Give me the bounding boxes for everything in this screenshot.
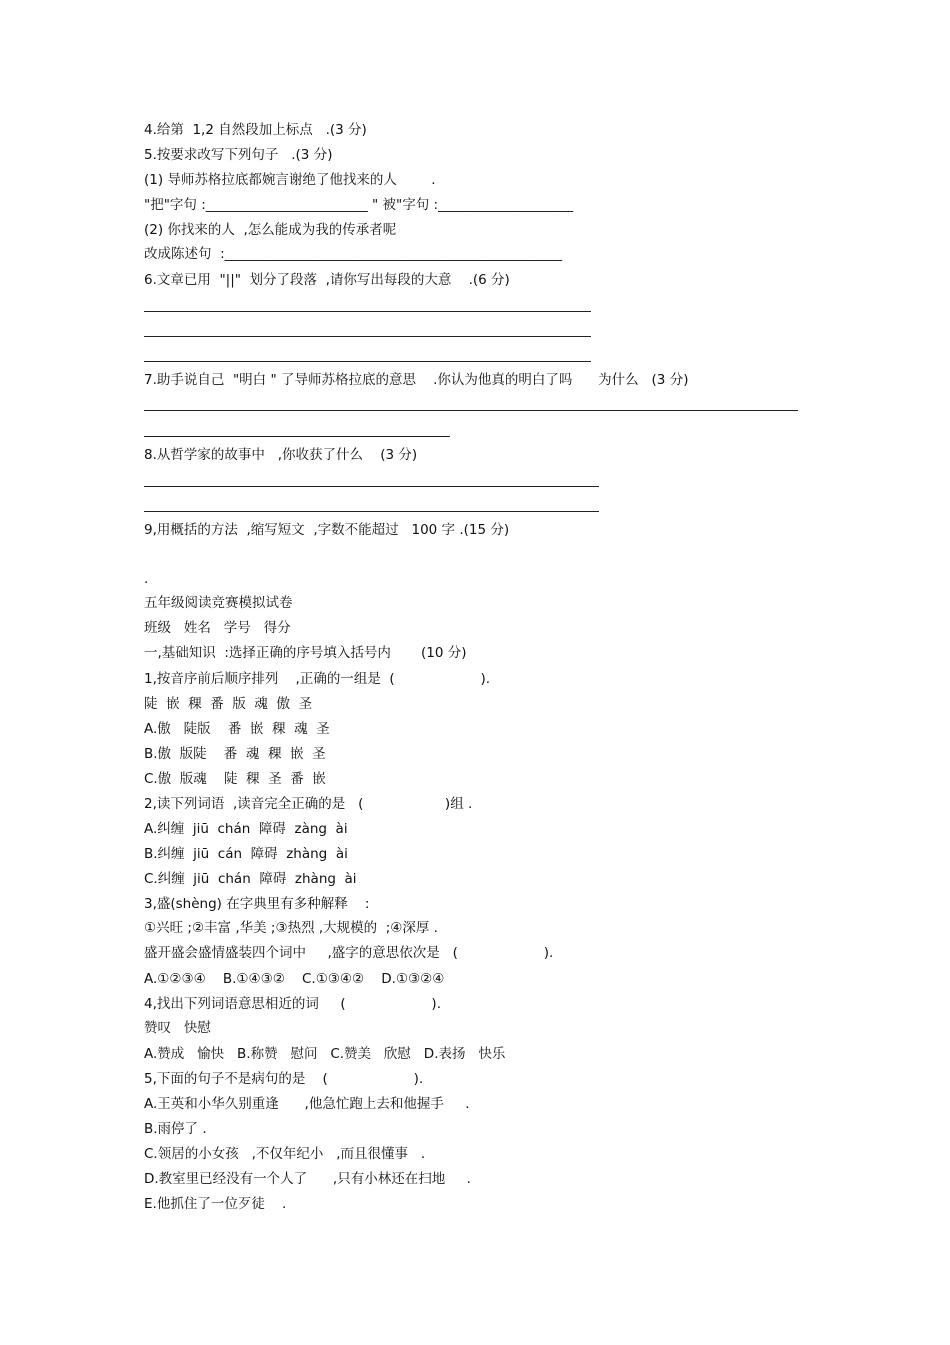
question-6: 6.文章已用 "||" 划分了段落 ,请你写出每段的大意 .(6 分): [144, 272, 510, 288]
exam-question-5-option-d: D.教室里已经没有一个人了 ,只有小林还在扫地 .: [144, 1171, 471, 1187]
exam-question-4-options: A.赞成 愉快 B.称赞 慰问 C.赞美 欣慰 D.表扬 快乐: [144, 1046, 506, 1062]
exam-question-2: 2,读下列词语 ,读音完全正确的是 ( )组 .: [144, 796, 473, 812]
exam-question-2-option-a: A.纠缠 jiū chán 障碍 zàng ài: [144, 821, 348, 837]
exam-question-3: 3,盛(shèng) 在字典里有多种解释 :: [144, 896, 370, 912]
exam-question-5-option-b: B.雨停了 .: [144, 1121, 207, 1137]
exam-question-5-option-e: E.他抓住了一位歹徒 .: [144, 1196, 287, 1212]
exam-question-5: 5,下面的句子不是病句的是 ( ).: [144, 1071, 424, 1087]
answer-line: [144, 361, 591, 362]
exam-title: 五年级阅读竞赛模拟试卷: [144, 595, 293, 611]
exam-question-2-option-c: C.纠缠 jiū chán 障碍 zhàng ài: [144, 871, 357, 887]
exam-question-3-prompt: 盛开盛会盛情盛装四个词中 ,盛字的意思依次是 ( ).: [144, 945, 554, 961]
exam-question-1-option-c: C.傲 版魂 陡 稞 圣 番 嵌: [144, 771, 326, 787]
section-1-heading: 一,基础知识 :选择正确的序号填入括号内 (10 分): [144, 645, 467, 661]
exam-question-3-options: A.①②③④ B.①④③② C.①③④② D.①③②④: [144, 971, 445, 987]
answer-line: [144, 511, 599, 512]
exam-question-5-option-c: C.领居的小女孩 ,不仅年纪小 ,而且很懂事 .: [144, 1146, 426, 1162]
question-9: 9,用概括的方法 ,缩写短文 ,字数不能超过 100 字 .(15 分): [144, 522, 510, 538]
exam-question-1-option-a: A.傲 陡版 番 嵌 稞 魂 圣: [144, 721, 330, 737]
exam-question-2-option-b: B.纠缠 jiū cán 障碍 zhàng ài: [144, 846, 348, 862]
answer-line: [144, 311, 591, 312]
answer-line: [144, 486, 599, 487]
question-5-sub-2: (2) 你找来的人 ,怎么能成为我的传承者呢: [144, 222, 397, 238]
student-info: 班级 姓名 学号 得分: [144, 620, 291, 636]
question-8: 8.从哲学家的故事中 ,你收获了什么 (3 分): [144, 447, 418, 463]
exam-question-1-option-b: B.傲 版陡 番 魂 稞 嵌 圣: [144, 746, 326, 762]
answer-line: [144, 336, 591, 337]
exam-question-5-option-a: A.王英和小华久别重逢 ,他急忙跑上去和他握手 .: [144, 1096, 470, 1112]
answer-line: [144, 436, 450, 437]
exam-question-3-definitions: ①兴旺 ;②丰富 ,华美 ;③热烈 ,大规模的 ;④深厚 .: [144, 920, 438, 936]
question-5-declarative-line: 改成陈述句 :__________________________________________________: [144, 246, 563, 262]
question-7: 7.助手说自己 "明白 " 了导师苏格拉底的意思 .你认为他真的明白了吗 为什么 (3 分): [144, 372, 689, 388]
question-5-ba-bei-line: "把"字句 :________________________ " 被"字句 :____________________: [144, 197, 574, 213]
exam-question-4: 4,找出下列词语意思相近的词 ( ).: [144, 996, 441, 1012]
answer-line: [144, 410, 798, 411]
exam-question-1-words: 陡 嵌 稞 番 版 魂 傲 圣: [144, 696, 313, 712]
question-5-sub-1: (1) 导师苏格拉底都婉言谢绝了他找来的人 .: [144, 172, 436, 188]
exam-question-4-words: 赞叹 快慰: [144, 1020, 211, 1036]
exam-question-1: 1,按音序前后顺序排列 ,正确的一组是 ( ).: [144, 671, 491, 687]
dot-mark: .: [144, 571, 149, 587]
question-5: 5.按要求改写下列句子 .(3 分): [144, 147, 333, 163]
question-4: 4.给第 1,2 自然段加上标点 .(3 分): [144, 122, 367, 138]
